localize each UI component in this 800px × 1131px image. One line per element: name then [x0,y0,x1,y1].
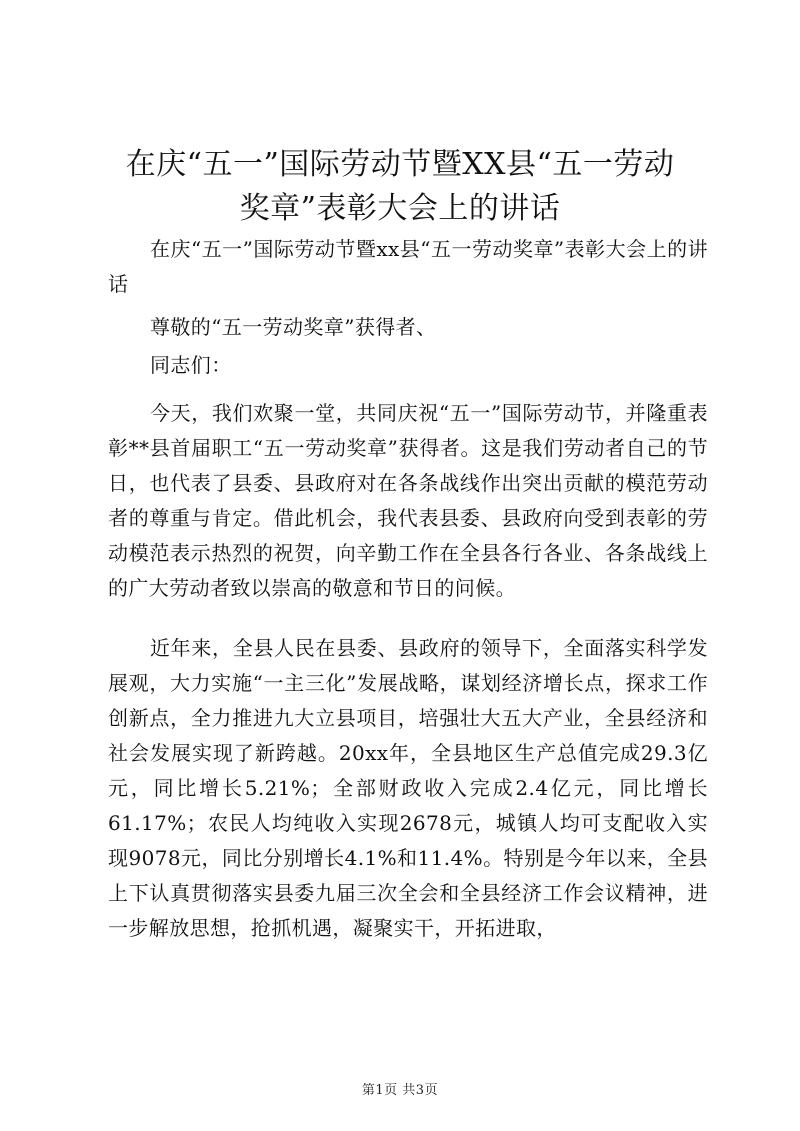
subtitle-paragraph: 在庆“五一”国际劳动节暨xx县“五一劳动奖章”表彰大会上的讲话 [108,237,708,296]
greeting-paragraph: 同志们： [150,353,232,377]
body-paragraph-2: 近年来，全县人民在县委、县政府的领导下，全面落实科学发展观，大力实施“一主三化”发展战略，谋划经济增长点，探求工作创新点，全力推进九大立县项目，培强壮大五大产业，全县经济和社会发展实现了新跨越。20xx年，全县地区生产总值完成29.3亿元，同比增长5.21%；全部财政收入完成2.4亿元，同比增长61.17%；农民人均纯收入实现2678元，城镇人均可支配收入实现9078元，同比分别增长4.1%和11.4%。特别是今年以来，全县上下认真贯彻落实县委九届三次全会和全县经济工作会议精神，进一步解放思想，抢抓机遇，凝聚实干，开拓进取， [108,636,708,940]
salutation-paragraph: 尊敬的“五一劳动奖章”获得者、 [150,315,437,339]
page-number-footer: 第1页 共3页 [361,1083,439,1098]
document-title-line-2: 奖章”表彰大会上的讲话 [239,191,561,226]
document-title-line-1: 在庆“五一”国际劳动节暨XX县“五一劳动 [125,147,675,182]
body-paragraph-1: 今天，我们欢聚一堂，共同庆祝“五一”国际劳动节，并隆重表彰**县首届职工“五一劳动奖章”获得者。这是我们劳动者自己的节日，也代表了县委、县政府对在各条战线作出突出贡献的模范劳动者的尊重与肯定。借此机会，我代表县委、县政府向受到表彰的劳动模范表示热烈的祝贺，向辛勤工作在全县各行各业、各条战线上的广大劳动者致以崇高的敬意和节日的问候。 [108,401,708,600]
